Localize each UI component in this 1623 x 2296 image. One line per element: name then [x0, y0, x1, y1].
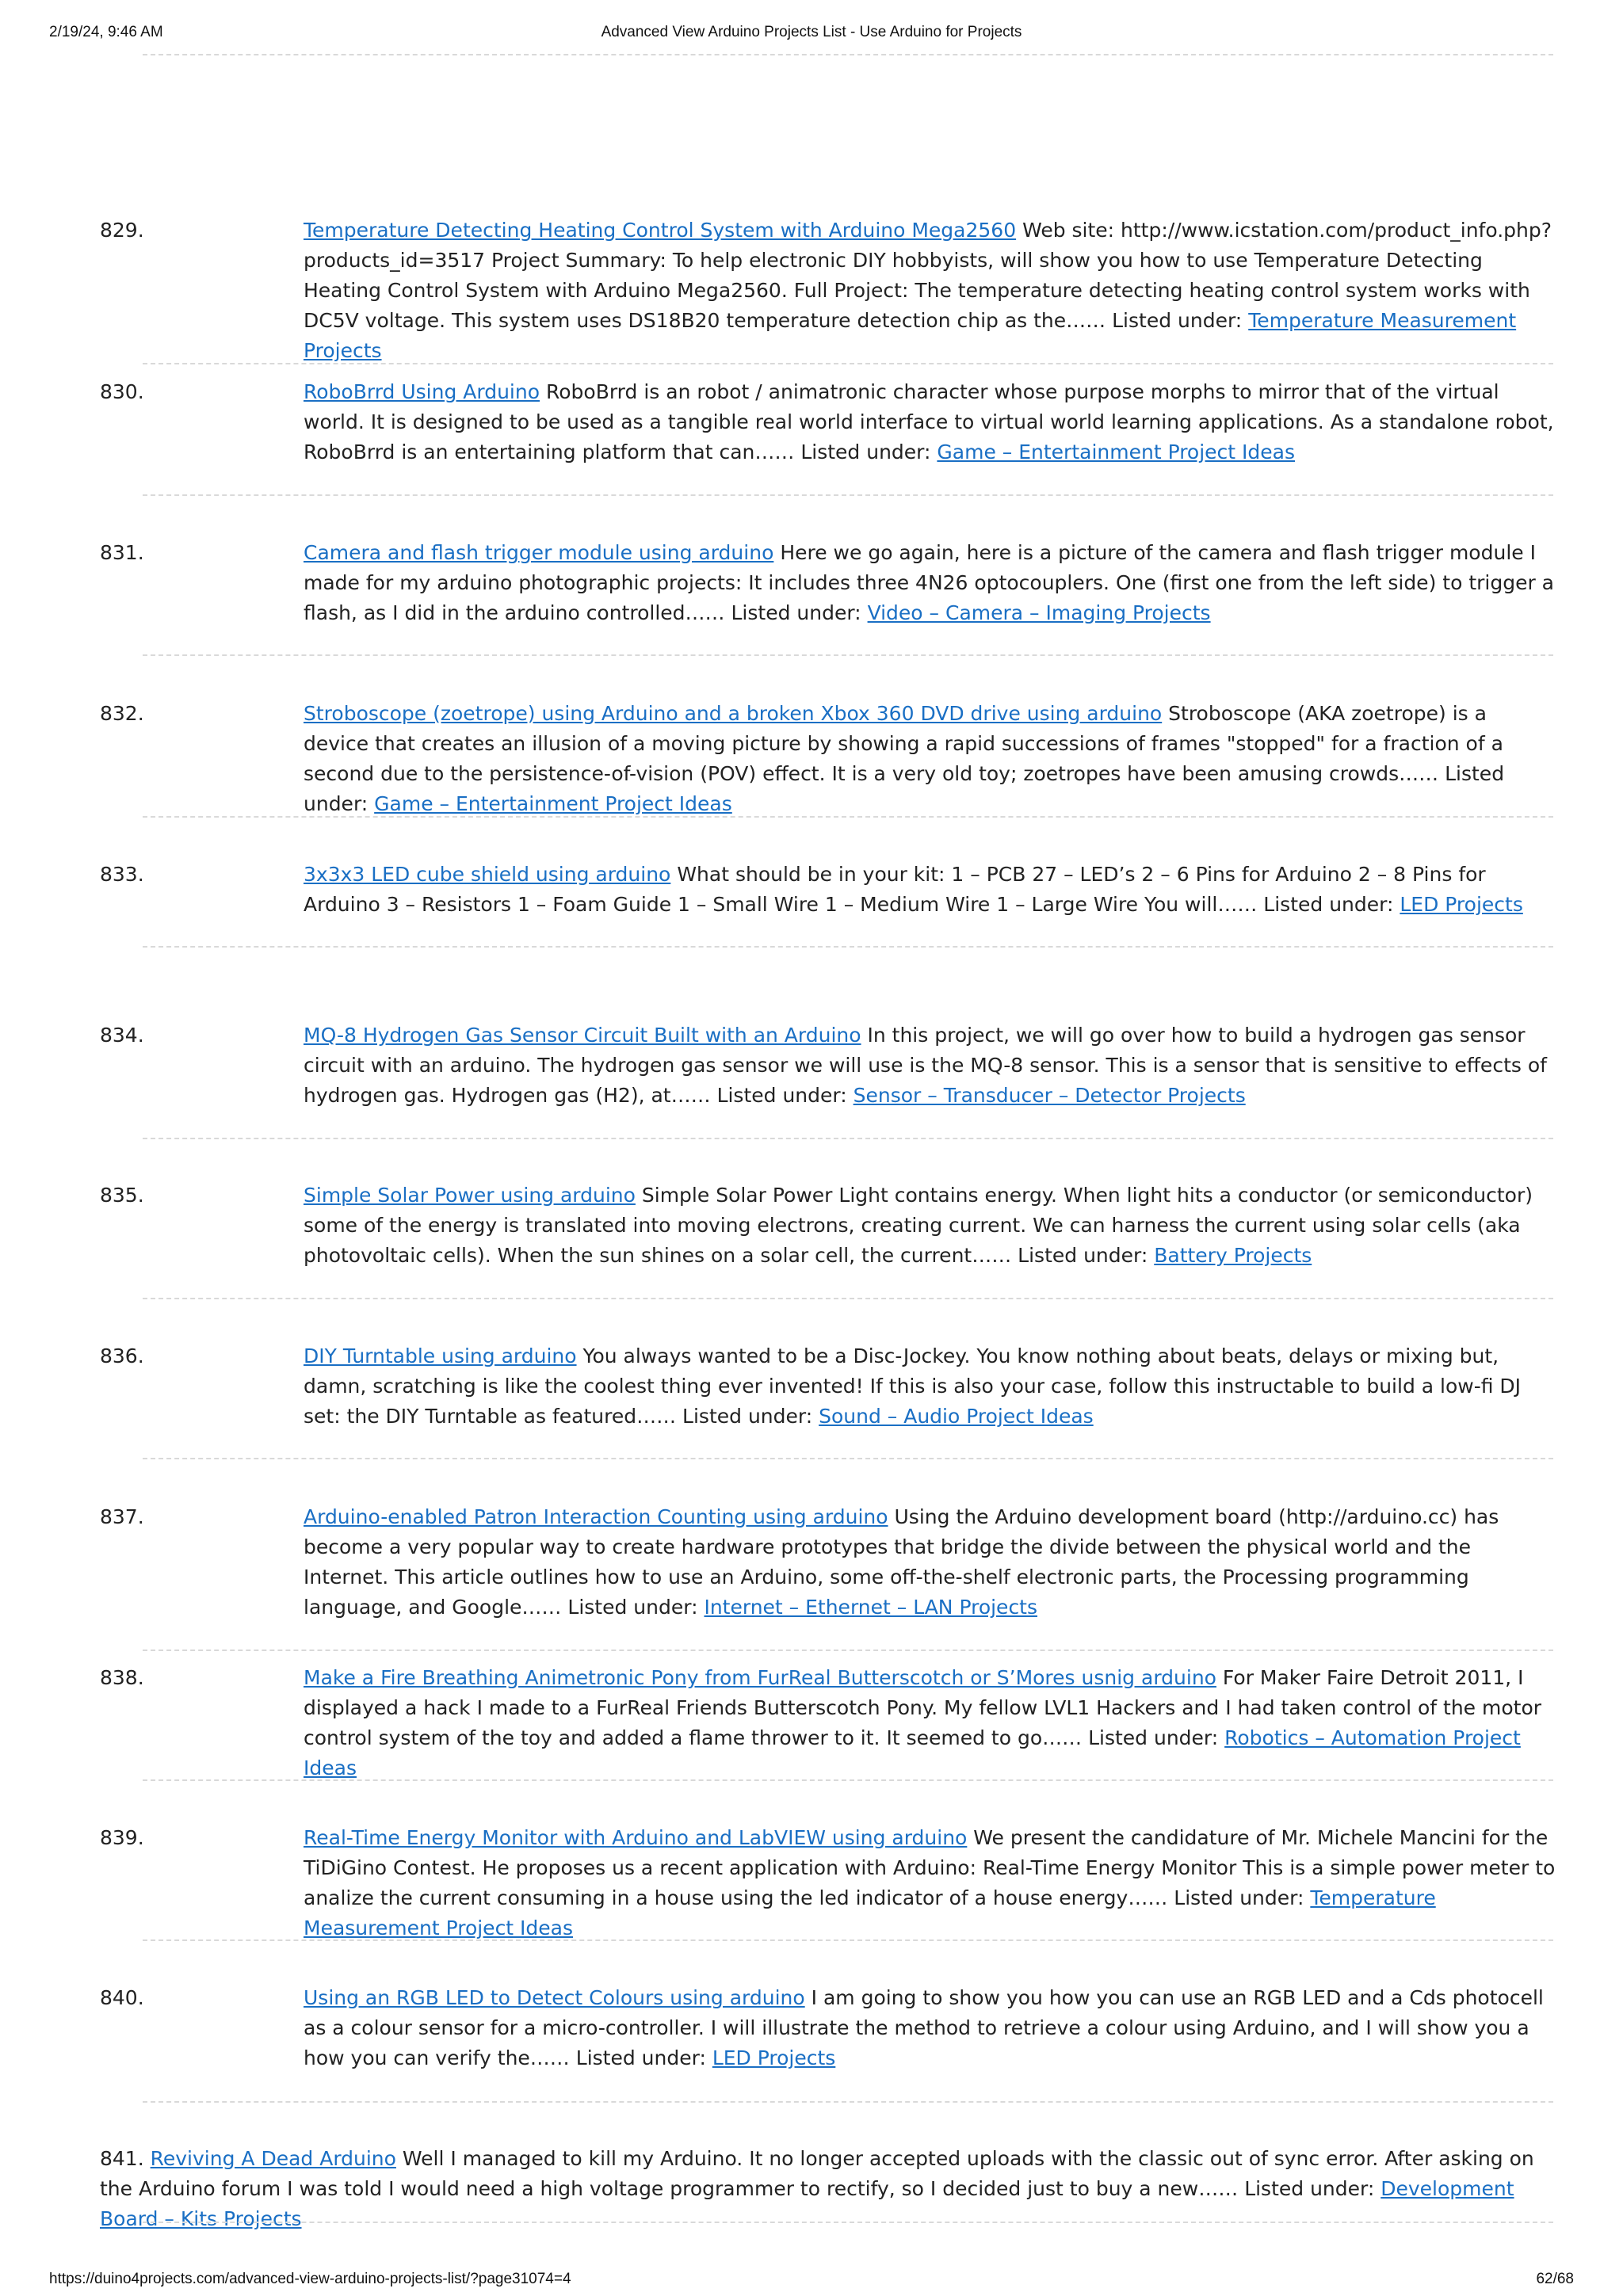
entry-number: 840.	[100, 1986, 144, 2009]
entry-body	[304, 1180, 1556, 1271]
entry-number: 829.	[100, 219, 144, 242]
entry-body	[304, 1823, 1556, 1943]
category-link[interactable]: Temperature Measurement Project Ideas	[304, 1886, 1436, 1939]
entry-divider	[143, 946, 1553, 948]
entry-number: 830.	[100, 380, 144, 403]
project-title-link[interactable]: DIY Turntable using arduino	[304, 1344, 577, 1367]
listed-under-label: Listed under:	[567, 1596, 698, 1619]
category-link[interactable]: LED Projects	[712, 2046, 836, 2069]
entry-body	[304, 1983, 1556, 2073]
category-link[interactable]: Sensor – Transducer – Detector Projects	[853, 1084, 1246, 1107]
listed-under-label: Listed under:	[800, 441, 931, 463]
entry-divider	[143, 1939, 1553, 1941]
project-title-link[interactable]: MQ-8 Hydrogen Gas Sensor Circuit Built with an Arduino	[304, 1024, 861, 1047]
project-summary: You always wanted to be a Disc-Jockey. You know nothing about beats, delays or mixing but, damn, scratching is like the coolest thing ever invented! If this is also your case, follow this instructable to build a low-fi DJ set: the DIY Turntable as featured……	[304, 1344, 1522, 1428]
project-title-link[interactable]: RoboBrrd Using Arduino	[304, 380, 540, 403]
category-link[interactable]: LED Projects	[1400, 893, 1523, 916]
entry-divider	[143, 2222, 1553, 2223]
listed-under-label: Listed under:	[716, 1084, 847, 1107]
project-summary: In this project, we will go over how to build a hydrogen gas sensor circuit with an arduino. The hydrogen gas sensor we will use is the MQ-8 sensor. This is a sensor that is sensitive to effects of hydrogen gas. Hydrogen gas (H2), at……	[304, 1024, 1547, 1107]
project-summary: For Maker Faire Detroit 2011, I displayed a hack I made to a FurReal Friends Butterscotch Pony. My fellow LVL1 Hackers and I had taken control of the motor control system of the toy and added a flame thrower to it. It seemed to go……	[304, 1666, 1542, 1749]
project-title-link[interactable]: Simple Solar Power using arduino	[304, 1184, 636, 1207]
entry-number: 835.	[100, 1184, 144, 1207]
project-summary: What should be in your kit: 1 – PCB 27 – LED’s 2 – 6 Pins for Arduino 2 – 8 Pins for Arduino 3 – Resistors 1 – Foam Guide 1 – Small Wire 1 – Medium Wire 1 – Large Wire You will……	[304, 863, 1486, 916]
entry-divider	[143, 494, 1553, 496]
entry-divider	[143, 1298, 1553, 1299]
entry-body	[304, 1341, 1556, 1432]
project-title-link[interactable]: 3x3x3 LED cube shield using arduino	[304, 863, 671, 886]
entry-body	[304, 538, 1556, 628]
category-link[interactable]: Temperature Measurement Projects	[304, 309, 1517, 362]
entry-number: 832.	[100, 702, 144, 725]
entry-divider	[143, 1779, 1553, 1781]
entry-body	[304, 215, 1556, 366]
print-page-title: Advanced View Arduino Projects List - Use Arduino for Projects	[601, 24, 1022, 40]
listed-under-label: Listed under:	[304, 762, 1505, 815]
project-summary: Here we go again, here is a picture of the camera and flash trigger module I made for my arduino photographic projects: It includes three 4N26 optocouplers. One (first one from the left side) to trigger a flash, as I did in the arduino controlled……	[304, 541, 1555, 624]
print-url: https://duino4projects.com/advanced-view-arduino-projects-list/?page31074=4	[49, 2271, 571, 2287]
entry-body	[304, 377, 1556, 467]
listed-under-label: Listed under:	[575, 2046, 706, 2069]
project-title-link[interactable]: Real-Time Energy Monitor with Arduino and LabVIEW using arduino	[304, 1826, 968, 1849]
listed-under-label: Listed under:	[1174, 1886, 1304, 1909]
top-divider	[143, 54, 1553, 55]
project-summary: Simple Solar Power Light contains energy. When light hits a conductor (or semiconductor) some of the energy is translated into moving electrons, creating current. We can harness the current using solar cells (aka photovoltaic cells). When the sun shines on a solar cell, the current……	[304, 1184, 1533, 1267]
category-link[interactable]: Battery Projects	[1154, 1244, 1312, 1267]
project-title-link[interactable]: Temperature Detecting Heating Control System with Arduino Mega2560	[304, 219, 1017, 242]
entry-divider	[143, 1458, 1553, 1459]
entry-body	[304, 1020, 1556, 1111]
entry-divider	[143, 1650, 1553, 1651]
entry-number: 831.	[100, 541, 144, 564]
print-date: 2/19/24, 9:46 AM	[49, 24, 163, 40]
entry-body	[304, 860, 1556, 920]
entry-number: 841.	[100, 2147, 144, 2170]
project-summary: RoboBrrd is an robot / animatronic character whose purpose morphs to mirror that of the virtual world. It is designed to be used as a tangible real world interface to virtual world learning applications. As a standalone robot, RoboBrrd is an entertaining platform that can……	[304, 380, 1554, 463]
category-link[interactable]: Internet – Ethernet – LAN Projects	[704, 1596, 1038, 1619]
category-link[interactable]: Game – Entertainment Project Ideas	[374, 792, 732, 815]
entry-body	[304, 1502, 1556, 1623]
entry-divider	[143, 1138, 1553, 1139]
entry-number: 834.	[100, 1024, 144, 1047]
listed-under-label: Listed under:	[1112, 309, 1243, 332]
listed-under-label: Listed under:	[682, 1405, 813, 1428]
entry-body	[304, 1663, 1556, 1783]
entry-number: 836.	[100, 1344, 144, 1367]
project-summary: I am going to show you how you can use an RGB LED and a Cds photocell as a colour sensor for a micro-controller. I will illustrate the method to retrieve a colour using Arduino, and I will show you a how you can verify the……	[304, 1986, 1544, 2069]
category-link[interactable]: Robotics – Automation Project Ideas	[304, 1726, 1521, 1779]
entry-divider	[143, 2101, 1553, 2103]
project-title-link[interactable]: Make a Fire Breathing Animetronic Pony from FurReal Butterscotch or S’Mores usnig arduino	[304, 1666, 1216, 1689]
project-title-link[interactable]: Reviving A Dead Arduino	[150, 2147, 396, 2170]
entry-body	[304, 699, 1556, 819]
entry-number: 839.	[100, 1826, 144, 1849]
category-link[interactable]: Video – Camera – Imaging Projects	[867, 601, 1211, 624]
entry-number: 837.	[100, 1505, 144, 1528]
project-summary: Web site: http://www.icstation.com/product_info.php?products_id=3517 Project Summary: To help electronic DIY hobbyists, will show you how to use Temperature Detecting Heating Control System with Arduino Mega2560. Full Project: The temperature detecting heating control system works with DC5V voltage. This system uses DS18B20 temperature detection chip as the……	[304, 219, 1552, 332]
project-title-link[interactable]: Using an RGB LED to Detect Colours using arduino	[304, 1986, 805, 2009]
listed-under-label: Listed under:	[1263, 893, 1394, 916]
entry-divider	[143, 654, 1553, 656]
project-summary: Stroboscope (AKA zoetrope) is a device that creates an illusion of a moving picture by showing a rapid successions of frames "stopped" for a fraction of a second due to the persistence-of-vision (POV) effect. It is a very old toy; zoetropes have been amusing crowds……	[304, 702, 1503, 785]
project-summary: We present the candidature of Mr. Michele Mancini for the TiDiGino Contest. He proposes us a recent application with Arduino: Real-Time Energy Monitor This is a simple power meter to analize the current consuming in a house using the led indicator of a house energy……	[304, 1826, 1556, 1909]
category-link[interactable]: Sound – Audio Project Ideas	[819, 1405, 1094, 1428]
project-summary: Well I managed to kill my Arduino. It no longer accepted uploads with the classic out of sync error. After asking on the Arduino forum I was told I would need a high voltage programmer to rectify, so I decided just to buy a new……	[100, 2147, 1534, 2200]
category-link[interactable]: Development Board – Kits Projects	[100, 2177, 1514, 2230]
entry-divider	[143, 363, 1553, 364]
project-title-link[interactable]: Camera and flash trigger module using arduino	[304, 541, 774, 564]
category-link[interactable]: Game – Entertainment Project Ideas	[937, 441, 1296, 463]
listed-under-label: Listed under:	[1018, 1244, 1148, 1267]
entry-number: 838.	[100, 1666, 144, 1689]
listed-under-label: Listed under:	[1088, 1726, 1219, 1749]
listed-under-label: Listed under:	[731, 601, 861, 624]
project-title-link[interactable]: Stroboscope (zoetrope) using Arduino and a broken Xbox 360 DVD drive using arduino	[304, 702, 1163, 725]
project-title-link[interactable]: Arduino-enabled Patron Interaction Counting using arduino	[304, 1505, 888, 1528]
print-page-number: 62/68	[1536, 2271, 1574, 2287]
entry-number: 833.	[100, 863, 144, 886]
listed-under-label: Listed under:	[1244, 2177, 1375, 2200]
project-summary: Using the Arduino development board (http://arduino.cc) has become a very popular way to create hardware prototypes that bridge the divide between the physical world and the Internet. This article outlines how to use an Arduino, some off-the-shelf electronic parts, the Processing programming language, and Google……	[304, 1505, 1499, 1619]
print-footer	[49, 2271, 1574, 2291]
print-header	[49, 24, 1574, 46]
entry-divider	[143, 816, 1553, 818]
entry-body	[100, 2144, 1556, 2234]
